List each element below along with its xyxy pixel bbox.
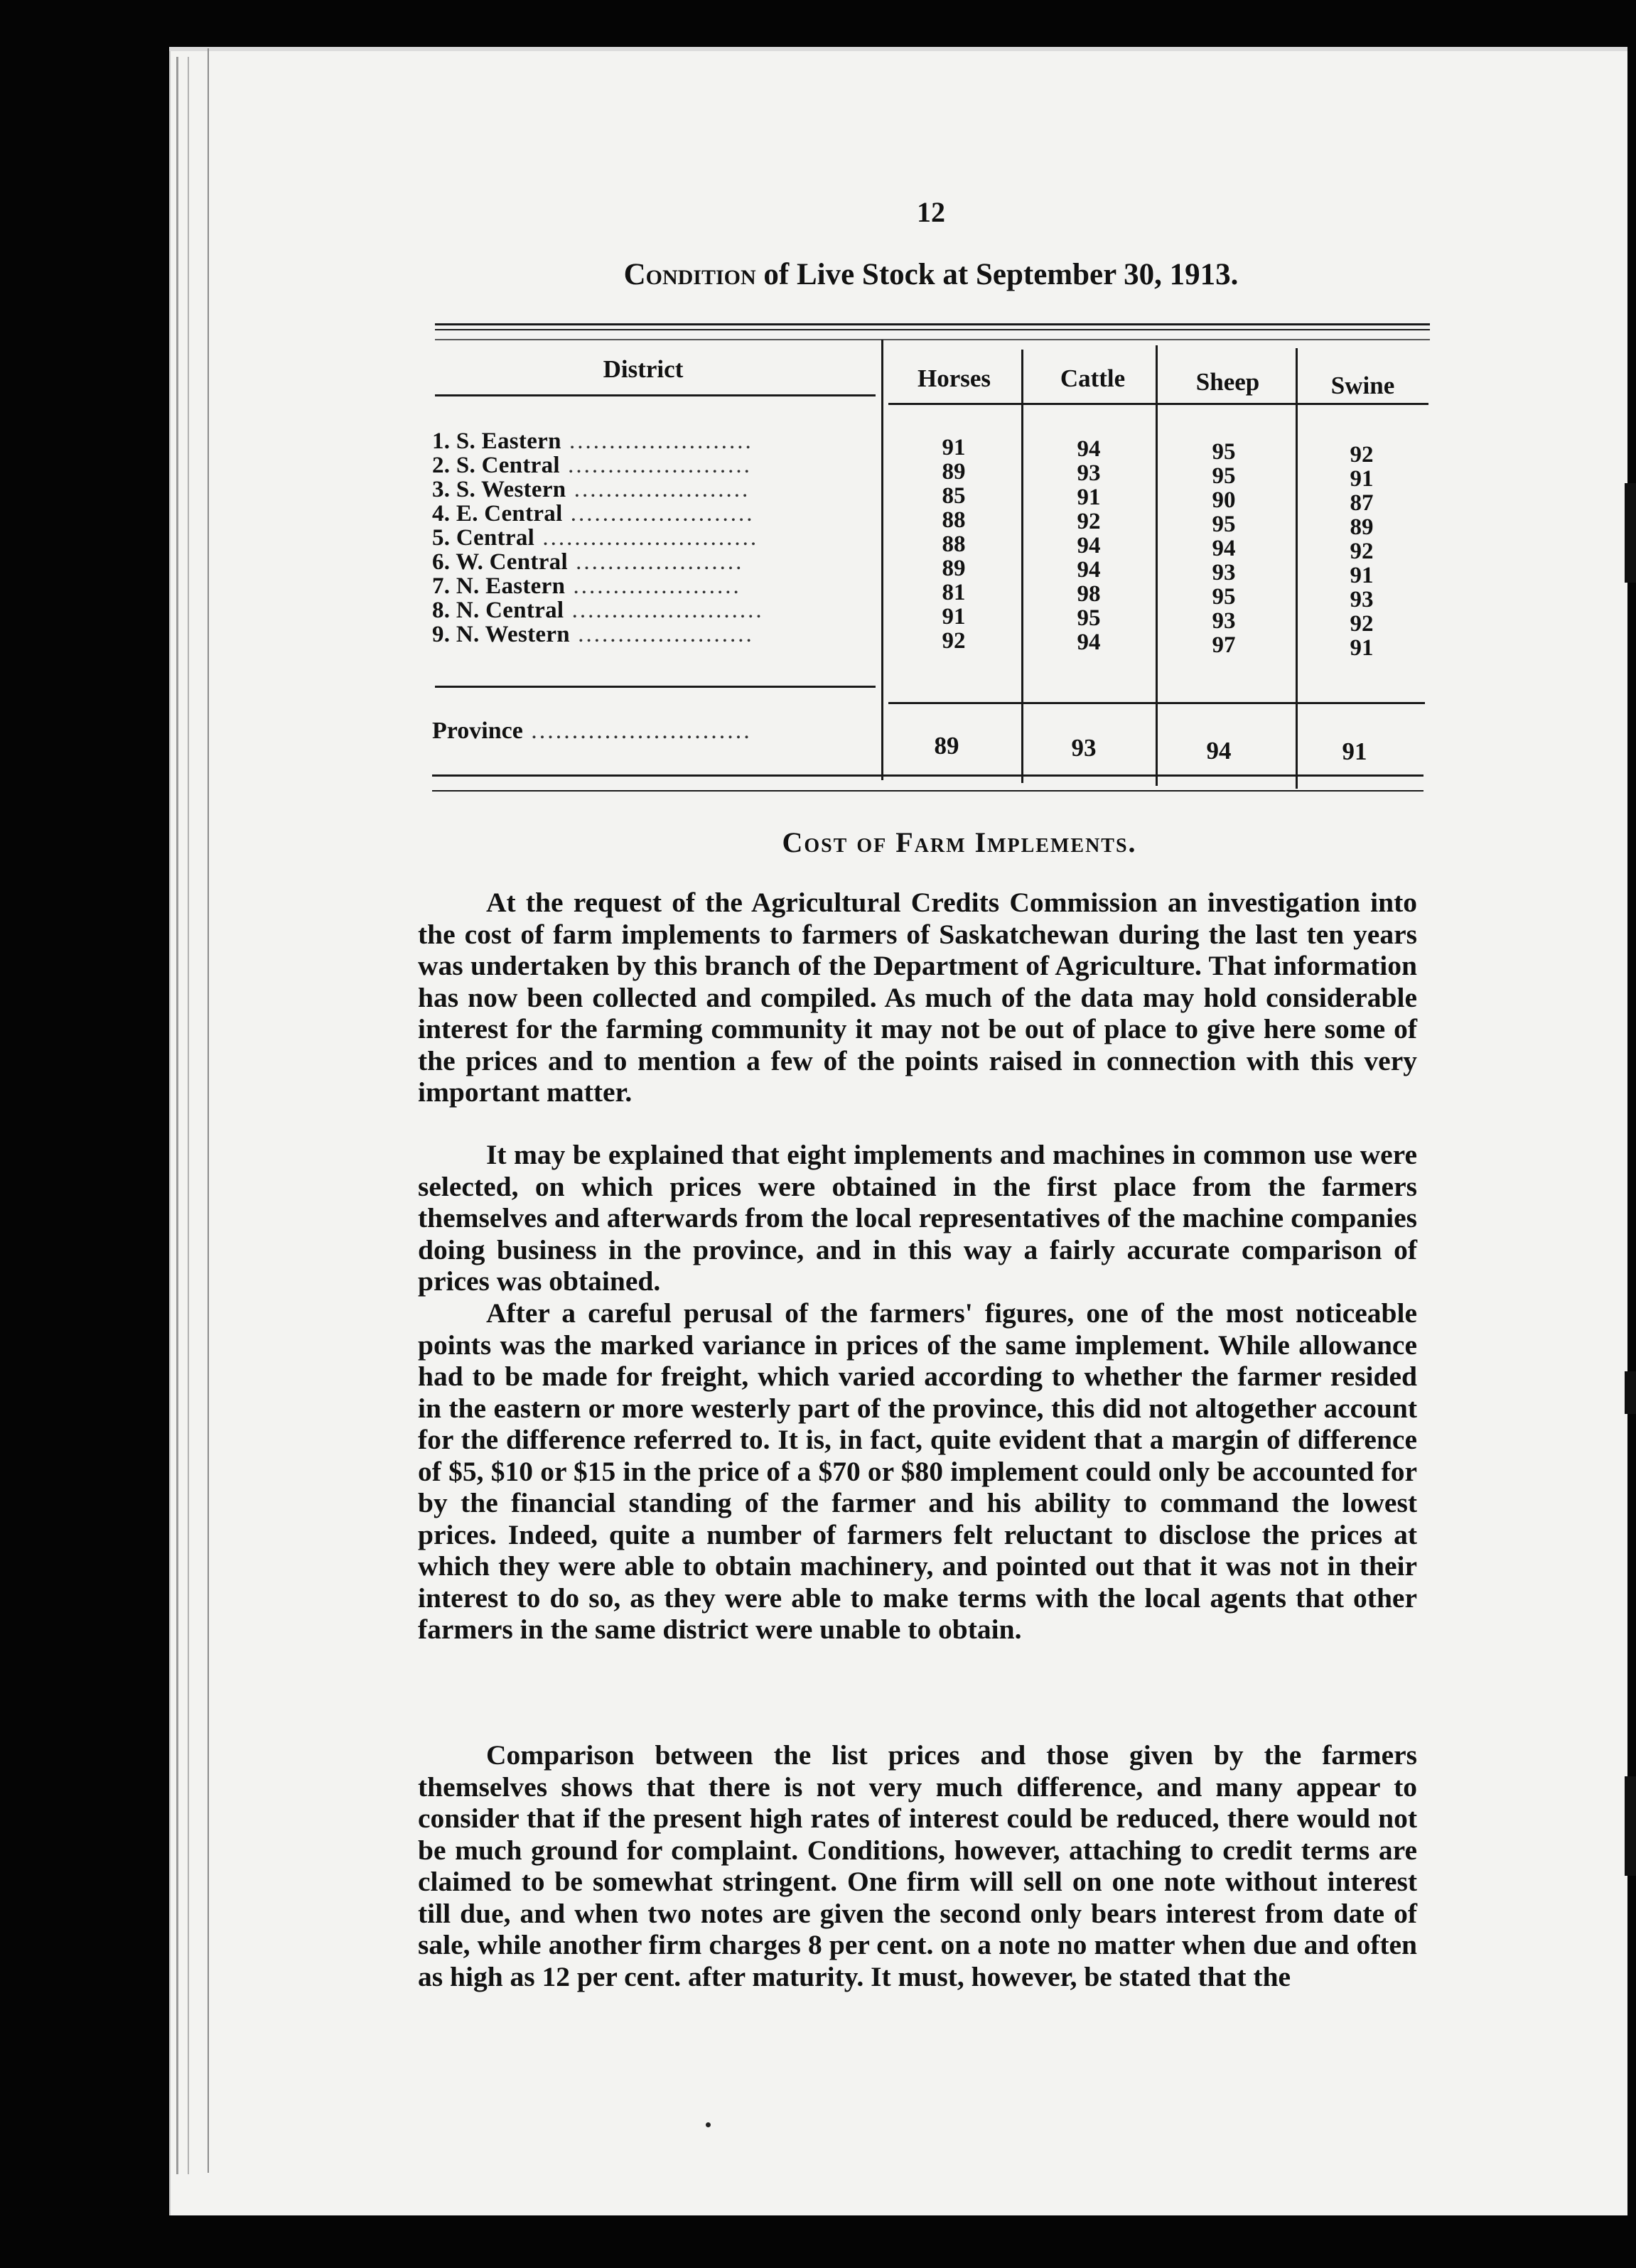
cell-cattle: 94	[1077, 436, 1101, 462]
province-sheep: 94	[1206, 737, 1232, 765]
column-divider	[1156, 345, 1158, 786]
cell-cattle: 98	[1077, 581, 1101, 607]
section-title: Cost of Farm Implements.	[782, 826, 1137, 858]
header-rule	[435, 394, 876, 396]
header-cattle: Cattle	[1060, 364, 1126, 392]
cell-sheep: 95	[1212, 463, 1236, 489]
header-horses: Horses	[917, 364, 991, 392]
district-label: 5. Central ...........................	[432, 525, 759, 551]
cell-cattle: 93	[1077, 460, 1101, 486]
cell-cattle: 94	[1077, 533, 1101, 558]
district-label: 1. S. Eastern .......................	[432, 428, 753, 454]
table-top-rule	[435, 323, 1430, 325]
cell-horses: 89	[942, 556, 966, 581]
header-district: District	[603, 355, 684, 383]
province-cattle: 93	[1071, 734, 1097, 762]
province-label: Province ...........................	[432, 718, 752, 744]
cell-horses: 88	[942, 531, 966, 557]
table-title	[540, 257, 1322, 292]
page-edge-line	[208, 48, 209, 2173]
header-rule	[888, 403, 1428, 405]
cell-horses: 91	[942, 604, 966, 630]
district-label: 8. N. Central ........................	[432, 598, 764, 623]
paragraph: Comparison between the list prices and those given by the farmers themselves shows that there is not very much difference, and many appear to consider that if the present high rates of interest could be reduced, there would not be much ground for complaint. Conditions, however, attaching to credit terms are claimed to be somewhat stringent. One firm will sell on one note without interest till due, and when two notes are given the second only bears interest from date of sale, while another firm charges 8 per cent. on a note no matter when due and often as high as 12 per cent. after maturity. It must, however, be stated that the	[418, 1739, 1417, 1992]
cell-sheep: 93	[1212, 560, 1236, 585]
column-divider	[881, 340, 883, 780]
cell-cattle: 95	[1077, 605, 1101, 631]
cell-swine: 92	[1350, 611, 1374, 637]
district-label: 3. S. Western ......................	[432, 477, 750, 502]
scan-artifact	[1625, 1776, 1636, 1876]
cell-swine: 89	[1350, 514, 1374, 540]
header-sheep: Sheep	[1195, 368, 1260, 396]
cell-horses: 85	[942, 483, 966, 509]
cell-swine: 92	[1350, 442, 1374, 468]
column-divider	[1296, 348, 1298, 789]
district-label: 7. N. Eastern .....................	[432, 573, 741, 599]
cell-cattle: 91	[1077, 485, 1101, 510]
cell-swine: 91	[1350, 635, 1374, 661]
cell-cattle: 94	[1077, 630, 1101, 655]
cell-sheep: 95	[1212, 439, 1236, 465]
scan-artifact	[1625, 1371, 1636, 1414]
print-mark	[706, 2122, 711, 2127]
table-title-rest: of Live Stock at September 30, 1913.	[755, 258, 1239, 291]
province-horses: 89	[934, 732, 959, 760]
table-title-prefix: Condition	[623, 258, 756, 291]
cell-sheep: 97	[1212, 632, 1236, 658]
cell-sheep: 94	[1212, 536, 1236, 561]
cell-swine: 93	[1350, 587, 1374, 612]
paragraph: After a careful perusal of the farmers' figures, one of the most noticeable points was the marked variance in prices of the same implement. While allowance had to be made for freight, which varied according to whether the farmer resided in the eastern or more westerly part of the province, this did not altogether account for the difference referred to. It is, in fact, quite evident that a margin of difference of $5, $10 or $15 in the price of a $70 or $80 implement could only be accounted for by the financial standing of the farmer and his ability to command the lowest prices. Indeed, quite a number of farmers felt reluctant to disclose the prices at which they were able to obtain machinery, and pointed out that it was not in their interest to do so, as they were able to make terms with the local agents that other farmers in the same district were unable to obtain.	[418, 1297, 1417, 1645]
page-edge-line	[188, 57, 189, 2174]
cell-swine: 87	[1350, 490, 1374, 516]
page-number: 12	[917, 196, 945, 228]
header-swine: Swine	[1330, 372, 1395, 399]
cell-horses: 89	[942, 459, 966, 485]
district-label: 9. N. Western ......................	[432, 622, 754, 647]
cell-sheep: 95	[1212, 584, 1236, 610]
page-top-edge	[169, 47, 1636, 51]
cell-horses: 92	[942, 628, 966, 654]
column-divider	[1021, 350, 1023, 783]
district-label: 2. S. Central .......................	[432, 453, 752, 478]
scan-border	[1627, 0, 1636, 2268]
cell-horses: 91	[942, 435, 966, 460]
scan-artifact	[1625, 483, 1636, 583]
body-rule	[435, 686, 876, 688]
cell-swine: 92	[1350, 539, 1374, 564]
paragraph: At the request of the Agricultural Credits Commission an investigation into the cost of farm implements to farmers of Saskatchewan during the last ten years was undertaken by this branch of the Department of Agriculture. That information has now been collected and compiled. As much of the data may hold considerable interest for the farming community it may not be out of place to give here some of the prices and to mention a few of the points raised in connection with this very important matter.	[418, 887, 1417, 1108]
cell-sheep: 90	[1212, 487, 1236, 513]
table-bottom-rule	[432, 790, 1424, 792]
district-label: 4. E. Central .......................	[432, 501, 755, 526]
paragraph: It may be explained that eight implements and machines in common use were selected, on which prices were obtained in the first place from the farmers themselves and afterwards from the local representatives of the machine companies doing business in the province, and in this way a fairly accurate comparison of prices was obtained.	[418, 1139, 1417, 1297]
cell-horses: 88	[942, 507, 966, 533]
province-swine: 91	[1342, 738, 1367, 765]
cell-horses: 81	[942, 580, 966, 605]
cell-sheep: 93	[1212, 608, 1236, 634]
cell-cattle: 94	[1077, 557, 1101, 583]
cell-swine: 91	[1350, 466, 1374, 492]
page-edge-line	[176, 57, 178, 2174]
table-top-rule	[435, 329, 1430, 330]
cell-sheep: 95	[1212, 512, 1236, 537]
cell-cattle: 92	[1077, 509, 1101, 534]
cell-swine: 91	[1350, 563, 1374, 588]
table-bottom-rule	[432, 774, 1424, 777]
table-top-rule	[435, 339, 1430, 340]
district-label: 6. W. Central .....................	[432, 549, 744, 575]
